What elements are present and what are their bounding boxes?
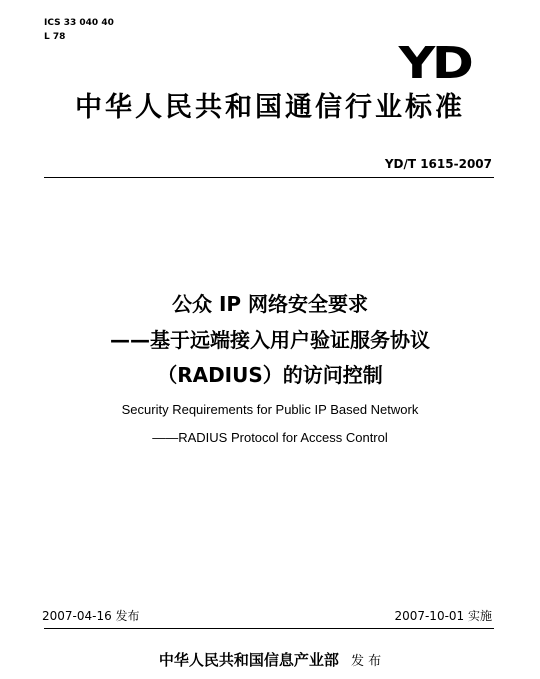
title-zh-line1: 公众 IP 网络安全要求 (171, 292, 369, 316)
ics-code: ICS 33 040 40 (44, 18, 114, 28)
header-divider (44, 177, 494, 178)
standard-number: YD/T 1615-2007 (384, 157, 492, 171)
yd-logo: YD (398, 38, 470, 89)
title-zh-line2: ——基于远端接入用户验证服务协议 (110, 328, 430, 352)
implement-date: 2007-10-01 实施 (394, 609, 492, 623)
issuer (0, 650, 540, 672)
issuer-suffix: 发 布 (350, 654, 382, 669)
title-zh-line3: （RADIUS）的访问控制 (157, 363, 383, 387)
organization-title: 中华人民共和国通信行业标准 (75, 92, 465, 123)
title-en-line2: ——RADIUS Protocol for Access Control (152, 430, 388, 445)
classification-code: L 78 (44, 32, 66, 42)
title-en-line1: Security Requirements for Public IP Based Network (121, 402, 419, 417)
publish-date: 2007-04-16 发布 (42, 609, 140, 623)
footer-divider (44, 628, 494, 629)
issuer-name: 中华人民共和国信息产业部 (158, 651, 339, 669)
